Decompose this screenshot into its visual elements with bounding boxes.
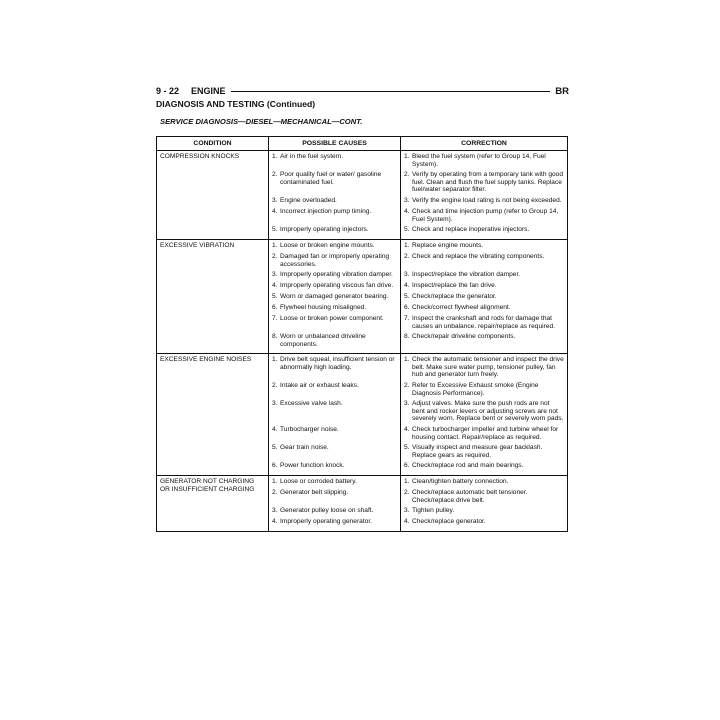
cause-entry <box>272 171 397 194</box>
causes-cell <box>269 354 401 476</box>
correction-entry-text: Inspect/replace the fan drive. <box>412 282 497 289</box>
cause-entry-text: Improperly operating injectors. <box>280 226 369 233</box>
correction-entry-text: Visually inspect and measure gear backlash. Replace gears as required. <box>412 444 543 459</box>
item-number: 4. <box>272 208 278 215</box>
item-number: 5. <box>272 444 278 451</box>
cause-entry-text: Intake air or exhaust leaks. <box>280 382 359 389</box>
correction-entry-text: Check and replace inoperative injectors. <box>412 226 530 233</box>
item-number: 4. <box>272 426 278 433</box>
correction-entry-text: Tighten pulley. <box>412 507 455 514</box>
correction-entry-text: Check/replace generator. <box>412 518 486 525</box>
cause-entry <box>272 382 397 397</box>
cause-entry <box>272 400 397 423</box>
correction-entry-text: Adjust valves. Make sure the push rods are not bent and rocker levers or adjusting screws are not severely worn. Replace bent or severely worn pads. <box>412 400 564 422</box>
cause-entry <box>272 356 397 379</box>
correction-entry <box>404 315 564 330</box>
item-number: 2. <box>272 253 278 260</box>
cause-entry <box>272 242 397 250</box>
cause-entry-text: Flywheel housing misaligned. <box>280 304 367 311</box>
item-number: 4. <box>272 518 278 525</box>
table-row <box>157 151 568 240</box>
cause-entry-text: Generator belt slipping. <box>280 489 349 496</box>
cause-entry <box>272 426 397 441</box>
cause-entry <box>272 518 397 526</box>
item-number: 5. <box>404 444 410 451</box>
item-number: 3. <box>272 271 278 278</box>
cause-entry-text: Turbocharger noise. <box>280 426 339 433</box>
correction-entry <box>404 282 564 290</box>
correction-cell <box>401 476 568 532</box>
causes-cell <box>269 151 401 240</box>
cause-entry <box>272 444 397 459</box>
item-number: 1. <box>404 478 410 485</box>
cause-entry-text: Excessive valve lash. <box>280 400 343 407</box>
cause-entry-text: Engine overloaded. <box>280 197 337 204</box>
cause-entry <box>272 208 397 223</box>
item-number: 2. <box>272 489 278 496</box>
correction-entry-text: Check turbocharger impeller and turbine wheel for housing contact. Repair/replace as required. <box>412 426 559 441</box>
table-row <box>157 240 568 354</box>
condition-header: CONDITION <box>157 137 269 151</box>
correction-entry <box>404 171 564 194</box>
item-number: 1. <box>272 356 278 363</box>
cause-entry <box>272 462 397 470</box>
diagnosis-table <box>156 136 568 532</box>
correction-entry-text: Replace engine mounts. <box>412 242 484 249</box>
correction-entry <box>404 356 564 379</box>
item-number: 3. <box>404 271 410 278</box>
item-number: 8. <box>272 333 278 340</box>
correction-entry <box>404 478 564 486</box>
correction-entry <box>404 271 564 279</box>
correction-entry-text: Verify the engine load rating is not being exceeded. <box>412 197 562 204</box>
correction-entry-text: Check and replace the vibrating components. <box>412 253 545 260</box>
causes-cell <box>269 240 401 354</box>
item-number: 3. <box>272 507 278 514</box>
correction-entry-text: Check and time injection pump (refer to Group 14, Fuel System). <box>412 208 559 223</box>
item-number: 5. <box>272 226 278 233</box>
correction-entry-text: Refer to Excessive Exhaust smoke (Engine Diagnosis Performance). <box>412 382 539 397</box>
cause-entry-text: Loose or broken engine mounts. <box>280 242 375 249</box>
cause-entry <box>272 226 397 234</box>
item-number: 2. <box>404 382 410 389</box>
cause-entry-text: Incorrect injection pump timing. <box>280 208 372 215</box>
item-number: 6. <box>272 462 278 469</box>
correction-entry <box>404 400 564 423</box>
correction-entry <box>404 444 564 459</box>
item-number: 2. <box>272 382 278 389</box>
item-number: 2. <box>404 171 410 178</box>
condition-cell: COMPRESSION KNOCKS <box>157 151 269 240</box>
correction-entry <box>404 226 564 234</box>
correction-entry-text: Check the automatic tensioner and inspect the drive belt. Make sure water pump, tensioner pulley, fan hub and generator turn freely. <box>412 356 564 378</box>
correction-entry <box>404 153 564 168</box>
item-number: 1. <box>404 356 410 363</box>
item-number: 5. <box>272 293 278 300</box>
cause-entry-text: Improperly operating viscous fan drive. <box>280 282 394 289</box>
item-number: 4. <box>404 208 410 215</box>
item-number: 1. <box>404 242 410 249</box>
correction-cell <box>401 354 568 476</box>
table-title: SERVICE DIAGNOSIS—DIESEL—MECHANICAL—CONT. <box>160 117 363 126</box>
cause-entry-text: Air in the fuel system. <box>280 153 344 160</box>
page-header <box>156 84 569 98</box>
causes-header: POSSIBLE CAUSES <box>269 137 401 151</box>
table-row <box>157 354 568 476</box>
cause-entry-text: Loose or corroded battery. <box>280 478 357 485</box>
cause-entry-text: Generator pulley loose on shaft. <box>280 507 374 514</box>
correction-entry <box>404 426 564 441</box>
item-number: 2. <box>404 489 410 496</box>
correction-entry <box>404 242 564 250</box>
item-number: 1. <box>272 478 278 485</box>
correction-entry <box>404 293 564 301</box>
cause-entry <box>272 282 397 290</box>
item-number: 4. <box>404 282 410 289</box>
item-number: 4. <box>272 282 278 289</box>
cause-entry-text: Gear train noise. <box>280 444 329 451</box>
item-number: 3. <box>272 400 278 407</box>
item-number: 5. <box>404 226 410 233</box>
cause-entry <box>272 304 397 312</box>
correction-entry-text: Check/replace automatic belt tensioner. Check/replace drive belt. <box>412 489 528 504</box>
cause-entry <box>272 293 397 301</box>
cause-entry <box>272 253 397 268</box>
item-number: 6. <box>404 462 410 469</box>
correction-entry <box>404 208 564 223</box>
cause-entry-text: Improperly operating vibration damper. <box>280 271 393 278</box>
item-number: 7. <box>272 315 278 322</box>
correction-entry <box>404 382 564 397</box>
correction-entry-text: Verify by operating from a temporary tank with good fuel. Clean and flush the fuel supply tanks. Replace fuel/water separator filter. <box>412 171 563 193</box>
model-code: BR <box>555 85 569 97</box>
item-number: 4. <box>404 518 410 525</box>
correction-entry-text: Inspect the crankshaft and rods for damage that causes an unbalance. repair/replace as required. <box>412 315 555 330</box>
item-number: 2. <box>272 171 278 178</box>
correction-entry <box>404 333 564 348</box>
header-rule <box>231 91 551 92</box>
correction-entry-text: Check/repair driveline components. <box>412 333 516 340</box>
correction-entry <box>404 518 564 526</box>
correction-entry-text: Check/correct flywheel alignment. <box>412 304 511 311</box>
correction-entry <box>404 253 564 268</box>
item-number: 4. <box>404 426 410 433</box>
correction-header: CORRECTION <box>401 137 568 151</box>
cause-entry <box>272 315 397 330</box>
correction-entry-text: Bleed the fuel system (refer to Group 14, Fuel System). <box>412 153 546 168</box>
correction-cell <box>401 240 568 354</box>
item-number: 2. <box>404 253 410 260</box>
item-number: 1. <box>404 153 410 160</box>
item-number: 8. <box>404 333 410 340</box>
cause-entry <box>272 507 397 515</box>
item-number: 3. <box>404 400 410 407</box>
cause-entry-text: Improperly operating generator. <box>280 518 372 525</box>
cause-entry <box>272 153 397 168</box>
section-name: ENGINE <box>191 86 226 96</box>
item-number: 6. <box>272 304 278 311</box>
cause-entry <box>272 271 397 279</box>
cause-entry <box>272 478 397 486</box>
page-number: 9 - 22 <box>156 86 180 96</box>
item-number: 5. <box>404 293 410 300</box>
item-number: 6. <box>404 304 410 311</box>
cause-entry <box>272 489 397 504</box>
correction-entry <box>404 462 564 470</box>
condition-cell: EXCESSIVE ENGINE NOISES <box>157 354 269 476</box>
item-number: 3. <box>404 507 410 514</box>
item-number: 3. <box>404 197 410 204</box>
section-title: DIAGNOSIS AND TESTING (Continued) <box>156 99 316 109</box>
cause-entry-text: Loose or broken power component. <box>280 315 384 322</box>
cause-entry-text: Power function knock. <box>280 462 345 469</box>
correction-entry <box>404 304 564 312</box>
correction-entry <box>404 489 564 504</box>
correction-entry <box>404 197 564 205</box>
condition-cell: GENERATOR NOT CHARGING OR INSUFFICIENT CHARGING <box>157 476 269 532</box>
causes-cell <box>269 476 401 532</box>
cause-entry <box>272 197 397 205</box>
item-number: 1. <box>272 153 278 160</box>
item-number: 1. <box>272 242 278 249</box>
correction-entry-text: Check/replace the generator. <box>412 293 497 300</box>
cause-entry-text: Drive belt squeal, insufficient tension or abnormally high loading. <box>280 356 395 371</box>
cause-entry <box>272 333 397 348</box>
cause-entry-text: Damaged fan or improperly operating accessories. <box>280 253 390 268</box>
condition-cell: EXCESSIVE VIBRATION <box>157 240 269 354</box>
item-number: 3. <box>272 197 278 204</box>
table-row <box>157 476 568 532</box>
correction-entry-text: Clean/tighten battery connection. <box>412 478 509 485</box>
table-header-row <box>157 137 568 151</box>
cause-entry-text: Worn or damaged generator bearing. <box>280 293 389 300</box>
cause-entry-text: Poor quality fuel or water/ gasoline contaminated fuel. <box>280 171 382 186</box>
correction-entry <box>404 507 564 515</box>
correction-entry-text: Check/replace rod and main bearings. <box>412 462 524 469</box>
cause-entry-text: Worn or unbalanced driveline components. <box>280 333 366 348</box>
correction-entry-text: Inspect/replace the vibration damper. <box>412 271 521 278</box>
correction-cell <box>401 151 568 240</box>
item-number: 7. <box>404 315 410 322</box>
